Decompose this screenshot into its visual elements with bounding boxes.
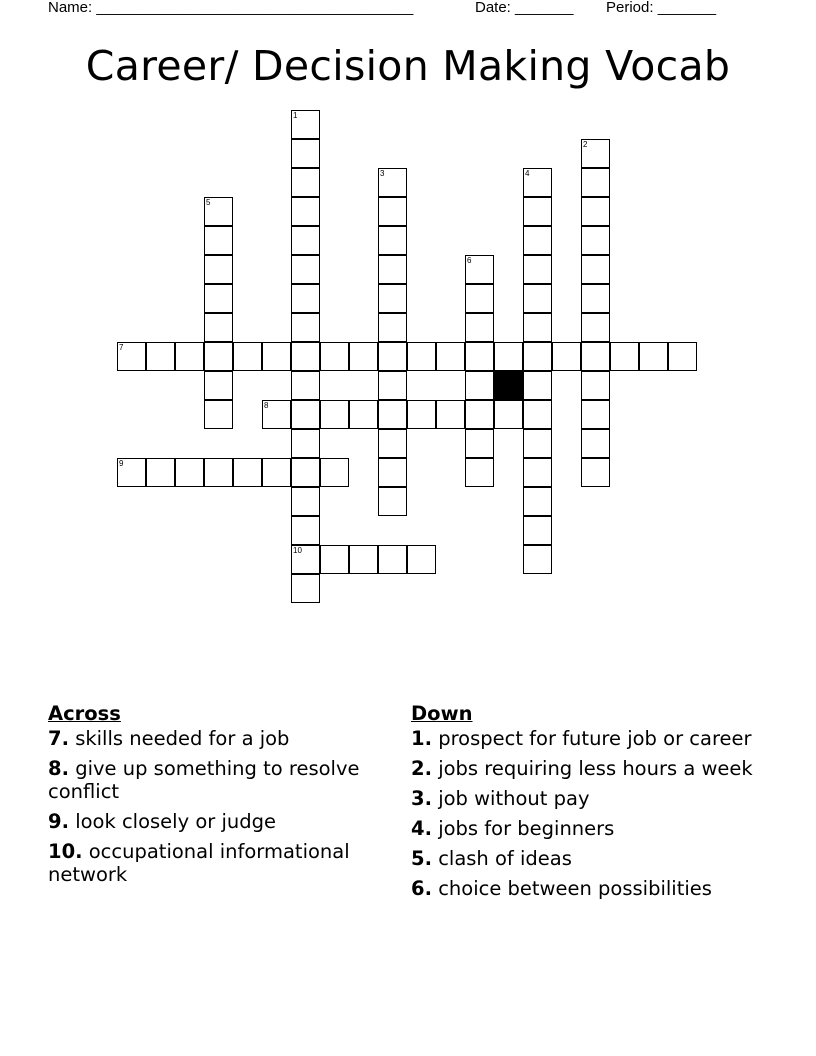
grid-cell[interactable] xyxy=(523,458,552,487)
clue-number: 2. xyxy=(411,757,432,780)
grid-cell[interactable] xyxy=(523,168,552,197)
grid-cell[interactable] xyxy=(465,255,494,284)
grid-cell[interactable] xyxy=(465,400,494,429)
clue-number-label: 6 xyxy=(467,256,472,265)
grid-cell[interactable] xyxy=(291,168,320,197)
grid-cell[interactable] xyxy=(407,342,436,371)
clue-number: 1. xyxy=(411,727,432,750)
grid-cell[interactable] xyxy=(291,197,320,226)
grid-cell[interactable] xyxy=(204,226,233,255)
grid-cell[interactable] xyxy=(204,255,233,284)
grid-cell[interactable] xyxy=(378,342,407,371)
grid-cell[interactable] xyxy=(262,400,291,429)
grid-cell[interactable] xyxy=(291,139,320,168)
clue-number: 5. xyxy=(411,847,432,870)
grid-cell[interactable] xyxy=(291,574,320,603)
grid-cell[interactable] xyxy=(291,400,320,429)
clue-text: skills needed for a job xyxy=(75,727,290,750)
clue-down-3 xyxy=(411,787,756,810)
grid-cell[interactable] xyxy=(378,313,407,342)
grid-cell[interactable] xyxy=(610,342,639,371)
clue-number: 8. xyxy=(48,757,69,780)
grid-cell[interactable] xyxy=(581,458,610,487)
grid-cell[interactable] xyxy=(407,545,436,574)
grid-cell[interactable] xyxy=(320,400,349,429)
clue-number: 3. xyxy=(411,787,432,810)
grid-cell[interactable] xyxy=(465,313,494,342)
grid-cell[interactable] xyxy=(291,284,320,313)
grid-cell[interactable] xyxy=(581,226,610,255)
grid-cell[interactable] xyxy=(523,516,552,545)
grid-cell[interactable] xyxy=(378,371,407,400)
grid-cell[interactable] xyxy=(291,255,320,284)
grid-cell[interactable] xyxy=(291,458,320,487)
down-clues xyxy=(411,702,756,900)
grid-cell[interactable] xyxy=(291,226,320,255)
date-field[interactable]: Date: _______ xyxy=(475,0,574,16)
grid-cell[interactable] xyxy=(523,429,552,458)
clue-number: 7. xyxy=(48,727,69,750)
clue-text: prospect for future job or career xyxy=(438,727,752,750)
grid-cell[interactable] xyxy=(291,313,320,342)
clue-number: 10. xyxy=(48,840,83,863)
grid-cell[interactable] xyxy=(378,168,407,197)
grid-cell[interactable] xyxy=(378,255,407,284)
grid-cell[interactable] xyxy=(523,487,552,516)
grid-cell[interactable] xyxy=(175,458,204,487)
grid-cell[interactable] xyxy=(523,284,552,313)
clue-down-2 xyxy=(411,757,756,780)
down-heading: Down xyxy=(411,702,473,725)
grid-cell[interactable] xyxy=(204,342,233,371)
clue-number-label: 8 xyxy=(264,401,269,410)
grid-cell[interactable] xyxy=(117,458,146,487)
grid-cell[interactable] xyxy=(291,429,320,458)
grid-cell[interactable] xyxy=(581,284,610,313)
grid-cell[interactable] xyxy=(378,284,407,313)
grid-cell[interactable] xyxy=(523,255,552,284)
grid-cell[interactable] xyxy=(639,342,668,371)
grid-cell[interactable] xyxy=(523,313,552,342)
grid-cell[interactable] xyxy=(262,458,291,487)
grid-cell[interactable] xyxy=(378,400,407,429)
grid-cell[interactable] xyxy=(204,313,233,342)
grid-cell[interactable] xyxy=(291,110,320,139)
clue-across-8 xyxy=(48,757,393,803)
clue-number-label: 2 xyxy=(583,140,588,149)
clue-text: jobs requiring less hours a week xyxy=(438,757,753,780)
grid-cell[interactable] xyxy=(291,371,320,400)
name-field[interactable]: Name: ______________________________________ xyxy=(48,0,414,16)
clue-number-label: 7 xyxy=(119,343,124,352)
clue-text: jobs for beginners xyxy=(438,817,615,840)
grid-cell[interactable] xyxy=(465,458,494,487)
grid-cell[interactable] xyxy=(349,342,378,371)
grid-cell[interactable] xyxy=(291,342,320,371)
grid-cell[interactable] xyxy=(146,458,175,487)
grid-cell[interactable] xyxy=(291,545,320,574)
clue-across-7 xyxy=(48,727,393,750)
grid-cell[interactable] xyxy=(581,139,610,168)
grid-cell[interactable] xyxy=(378,197,407,226)
across-heading: Across xyxy=(48,702,121,725)
page-title: Career/ Decision Making Vocab xyxy=(85,42,731,90)
clue-text: give up something to resolve conflict xyxy=(48,757,360,803)
grid-cell[interactable] xyxy=(291,487,320,516)
grid-cell[interactable] xyxy=(204,400,233,429)
grid-cell[interactable] xyxy=(494,342,523,371)
grid-cell[interactable] xyxy=(349,400,378,429)
grid-cell[interactable] xyxy=(581,168,610,197)
grid-cell[interactable] xyxy=(378,429,407,458)
grid-cell[interactable] xyxy=(349,545,378,574)
clue-down-6 xyxy=(411,877,756,900)
grid-cell[interactable] xyxy=(581,255,610,284)
grid-cell[interactable] xyxy=(552,342,581,371)
clue-number-label: 1 xyxy=(293,111,298,120)
grid-cell[interactable] xyxy=(378,458,407,487)
clue-down-1 xyxy=(411,727,756,750)
grid-cell[interactable] xyxy=(523,371,552,400)
clue-number: 9. xyxy=(48,810,69,833)
grid-cell[interactable] xyxy=(291,516,320,545)
grid-cell[interactable] xyxy=(320,342,349,371)
clue-number-label: 9 xyxy=(119,459,124,468)
grid-cell[interactable] xyxy=(581,400,610,429)
grid-cell[interactable] xyxy=(407,400,436,429)
grid-cell[interactable] xyxy=(523,545,552,574)
clue-text: occupational informational network xyxy=(48,840,350,886)
grid-cell[interactable] xyxy=(320,545,349,574)
grid-cell[interactable] xyxy=(668,342,697,371)
clue-number-label: 10 xyxy=(293,546,302,555)
grid-cell[interactable] xyxy=(204,371,233,400)
clue-text: clash of ideas xyxy=(438,847,572,870)
grid-cell[interactable] xyxy=(523,197,552,226)
grid-cell[interactable] xyxy=(262,342,291,371)
grid-cell[interactable] xyxy=(581,197,610,226)
grid-cell[interactable] xyxy=(523,400,552,429)
grid-cell[interactable] xyxy=(465,429,494,458)
grid-cell[interactable] xyxy=(436,342,465,371)
grid-cell[interactable] xyxy=(465,342,494,371)
grid-cell[interactable] xyxy=(204,197,233,226)
grid-cell[interactable] xyxy=(378,487,407,516)
grid-cell[interactable] xyxy=(320,458,349,487)
clue-number-label: 4 xyxy=(525,169,530,178)
grid-cell[interactable] xyxy=(146,342,175,371)
grid-cell[interactable] xyxy=(233,342,262,371)
grid-cell[interactable] xyxy=(465,284,494,313)
grid-cell[interactable] xyxy=(378,545,407,574)
grid-cell[interactable] xyxy=(175,342,204,371)
grid-cell[interactable] xyxy=(204,458,233,487)
clue-text: look closely or judge xyxy=(75,810,277,833)
clue-number-label: 3 xyxy=(380,169,385,178)
grid-cell[interactable] xyxy=(581,342,610,371)
grid-cell[interactable] xyxy=(436,400,465,429)
grid-cell[interactable] xyxy=(523,226,552,255)
clue-number-label: 5 xyxy=(206,198,211,207)
clue-down-5 xyxy=(411,847,756,870)
grid-cell[interactable] xyxy=(378,226,407,255)
clue-across-10 xyxy=(48,840,393,886)
grid-cell[interactable] xyxy=(581,371,610,400)
grid-cell[interactable] xyxy=(581,313,610,342)
clue-text: choice between possibilities xyxy=(438,877,712,900)
black-cell xyxy=(494,371,523,400)
clue-text: job without pay xyxy=(438,787,590,810)
clue-number: 4. xyxy=(411,817,432,840)
grid-cell[interactable] xyxy=(581,429,610,458)
across-clues xyxy=(48,702,393,886)
clue-across-9 xyxy=(48,810,393,833)
period-field[interactable]: Period: _______ xyxy=(606,0,717,16)
grid-cell[interactable] xyxy=(233,458,262,487)
grid-cell[interactable] xyxy=(523,342,552,371)
grid-cell[interactable] xyxy=(204,284,233,313)
clue-number: 6. xyxy=(411,877,432,900)
grid-cell[interactable] xyxy=(117,342,146,371)
grid-cell[interactable] xyxy=(465,371,494,400)
clue-down-4 xyxy=(411,817,756,840)
grid-cell[interactable] xyxy=(494,400,523,429)
